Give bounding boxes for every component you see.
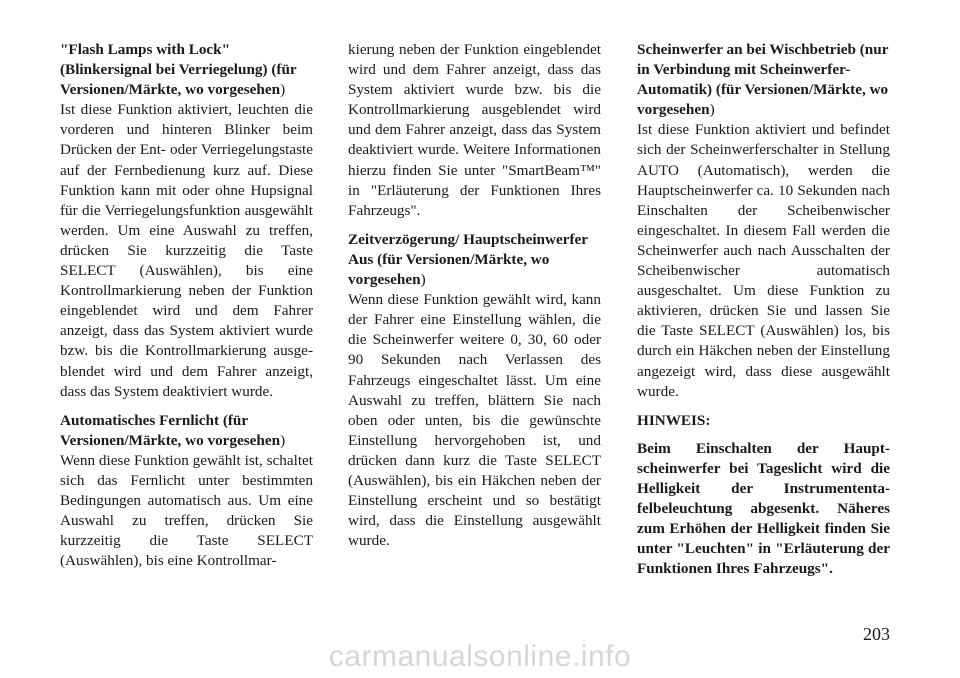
section-body: Wenn diese Funktion gewählt wird, kann der Fahrer eine Einstellung wählen, die die Scheinwerfer weitere 0, 30, 60 oder 90 Sekunden nach Verlassen des Fahrzeugs eingeschaltet lässt. Um eine Auswahl zu treffen, blättern Sie nach oben oder unten, bis die gewünschte Einstellung hervorgehoben ist, und drücken dann kurz die Taste SELECT (Auswählen), bis ein Häkchen neben der Einstellung erscheint und so bestätigt wird, dass die Einstellung ausgewählt wurde. bbox=[348, 291, 601, 550]
section-heading bbox=[60, 411, 313, 451]
section-auto-high-beam bbox=[60, 411, 313, 572]
note-heading: HINWEIS: bbox=[637, 411, 711, 429]
page-number: 203 bbox=[863, 624, 890, 644]
heading-text: Zeitverzögerung/ Hauptscheinwerfer Aus (für Versionen/Märkte, wo vorgesehen bbox=[348, 230, 588, 289]
heading-close-paren: ) bbox=[280, 81, 286, 99]
heading-text: Automatisches Fernlicht (für Versionen/Märkte, wo vorgesehen bbox=[60, 411, 281, 449]
column-middle bbox=[348, 40, 601, 560]
section-headlight-delay bbox=[348, 230, 601, 552]
section-heading bbox=[637, 40, 890, 120]
column-right bbox=[637, 40, 890, 579]
section-body: Wenn diese Funktion gewählt ist, schaltet sich das Fernlicht unter bestimmten Bedingungen automatisch aus. Um eine Auswahl zu treffen, drücken Sie kurzzeitig die Taste SELECT (Auswählen), bis eine Kontrollmar- bbox=[60, 451, 313, 570]
column-left bbox=[60, 40, 313, 580]
section-heading bbox=[60, 40, 313, 100]
section-heading bbox=[348, 230, 601, 290]
heading-text: Scheinwerfer an bei Wischbetrieb (nur in Verbindung mit Scheinwerfer-Automatik) (für Versionen/Märkte, wo vorgesehen bbox=[637, 41, 889, 119]
heading-close-paren: ) bbox=[420, 271, 426, 289]
section-body-continued: kierung neben der Funktion eingeblendet wird und dem Fahrer anzeigt, dass das System aktiviert wurde bzw. bis die Kontrollmarkierung ausgeblendet wird und dem Fahrer anzeigt, dass das System deaktiviert wurde. Weitere Informationen hierzu finden Sie unter "SmartBeam™" in "Erläuterung der Funktionen Ihres Fahrzeugs". bbox=[348, 41, 601, 219]
heading-close-paren: ) bbox=[280, 431, 286, 449]
note-body: Beim Einschalten der Hauptscheinwerfer bei Tageslicht wird die Helligkeit der Instrumententafelbeleuchtung abgesenkt. Näheres zum Erhöhen der Helligkeit finden Sie unter "Leuchten" in "Erläuterung der Funktionen Ihres Fahrzeugs". bbox=[637, 439, 890, 578]
section-body: Ist diese Funktion aktiviert und befindet sich der Scheinwerferschalter in Stellung AUTO (Automatisch), werden die Hauptscheinwerfer ca. 10 Sekunden nach Einschalten der Scheibenwischer eingeschaltet. In diesem Fall werden die Scheinwerfer auch nach Ausschalten der Scheibenwischer automatisch ausgeschaltet. Um diese Funktion zu aktivieren, drücken Sie und lassen Sie die Taste SELECT (Auswählen) los, bis durch ein Häkchen neben der Einstellung angezeigt wird, dass diese ausgewählt wurde. bbox=[637, 121, 890, 400]
watermark: carmanualsonline.info bbox=[328, 640, 632, 673]
section-headlights-with-wipers bbox=[637, 40, 890, 402]
section-body: Ist diese Funktion aktiviert, leuchten die vorderen und hinteren Blinker beim Drücken der Ent- oder Verriegelungstaste auf der Fernbedienung kurz auf. Diese Funktion kann mit oder ohne Hupsignal für die Verriegelungsfunktion ausgewählt werden. Um eine Auswahl zu treffen, drücken Sie kurzzeitig die Taste SELECT (Auswählen), bis eine Kontrollmarkierung neben der Funktion eingeblendet wird und dem Fahrer anzeigt, dass das System aktiviert wurde bzw. bis die Kontrollmarkierung ausgeblendet wird und dem Fahrer anzeigt, dass das System deaktiviert wurde. bbox=[60, 101, 313, 400]
heading-text: "Flash Lamps with Lock" (Blinkersignal bei Verriegelung) (für Versionen/Märkte, wo vorgesehen bbox=[60, 41, 297, 99]
section-flash-lamps bbox=[60, 40, 313, 402]
heading-close-paren: ) bbox=[709, 101, 715, 119]
